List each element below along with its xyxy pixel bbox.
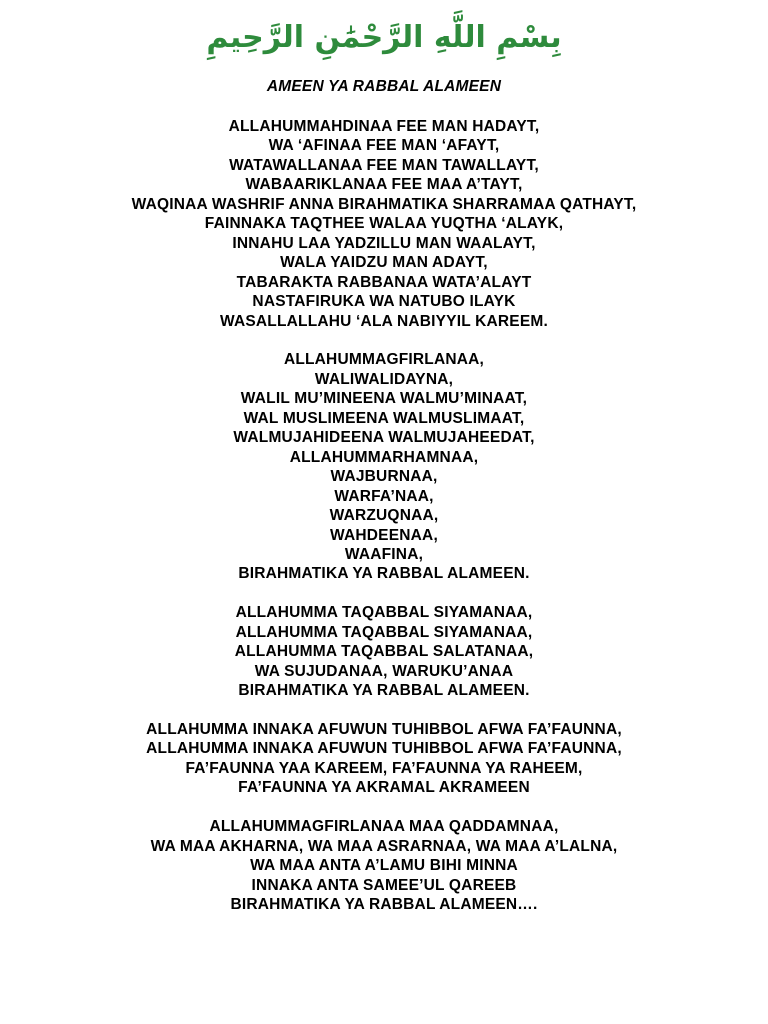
text-line: ALLAHUMMA TAQABBAL SALATANAA, bbox=[234, 643, 534, 661]
text-line: WARZUQNAA, bbox=[329, 507, 439, 525]
text-line: ALLAHUMMA TAQABBAL SIYAMANAA, bbox=[235, 604, 533, 622]
stanza bbox=[0, 720, 768, 798]
text-line: ALLAHUMMA TAQABBAL SIYAMANAA, bbox=[235, 623, 533, 641]
page-heading: AMEEN YA RABBAL ALAMEEN bbox=[266, 78, 502, 95]
stanza bbox=[0, 350, 768, 583]
bismillah-calligraphy-image bbox=[206, 9, 562, 67]
text-line: ALLAHUMMA INNAKA AFUWUN TUHIBBOL AFWA FA’FAUNNA, bbox=[146, 740, 622, 758]
text-line: WA ‘AFINAA FEE MAN ‘AFAYT, bbox=[268, 137, 500, 155]
text-line: WAQINAA WASHRIF ANNA BIRAHMATIKA SHARRAMAA QATHAYT, bbox=[131, 195, 637, 213]
text-line: WA MAA ANTA A’LAMU BIHI MINNA bbox=[250, 857, 518, 875]
text-line: TABARAKTA RABBANAA WATA’ALAYT bbox=[236, 273, 532, 291]
text-line: WABAARIKLANAA FEE MAA A’TAYT, bbox=[245, 176, 523, 194]
text-line: INNAHU LAA YADZILLU MAN WAALAYT, bbox=[232, 234, 536, 252]
text-line: BIRAHMATIKA YA RABBAL ALAMEEN…. bbox=[230, 896, 538, 914]
stanza bbox=[0, 117, 768, 331]
text-line: WALMUJAHIDEENA WALMUJAHEEDAT, bbox=[233, 429, 535, 447]
text-line: BIRAHMATIKA YA RABBAL ALAMEEN. bbox=[238, 682, 530, 700]
bismillah-calligraphy bbox=[0, 6, 768, 70]
text-line: INNAKA ANTA SAMEE’UL QAREEB bbox=[251, 876, 517, 894]
text-line: ALLAHUMMARHAMNAA, bbox=[289, 448, 479, 466]
text-line: WAAFINA, bbox=[344, 545, 424, 563]
text-line: WA MAA AKHARNA, WA MAA ASRARNAA, WA MAA A’LALNA, bbox=[150, 837, 618, 855]
text-line: WALIWALIDAYNA, bbox=[314, 370, 454, 388]
text-line: WATAWALLANAA FEE MAN TAWALLAYT, bbox=[229, 156, 539, 174]
text-line: ALLAHUMMA INNAKA AFUWUN TUHIBBOL AFWA FA’FAUNNA, bbox=[146, 721, 622, 738]
bismillah-calligraphy-text: بِسْمِ اللَّهِ الرَّحْمَٰنِ الرَّحِيمِ bbox=[206, 20, 562, 55]
stanza bbox=[0, 817, 768, 914]
text-line: WARFA’NAA, bbox=[334, 487, 434, 505]
stanza bbox=[0, 603, 768, 700]
text-line: WAHDEENAA, bbox=[330, 526, 438, 544]
text-line: ALLAHUMMAHDINAA FEE MAN HADAYT, bbox=[228, 118, 540, 135]
text-line: WA SUJUDANAA, WARUKU’ANAA bbox=[254, 662, 514, 680]
text-line: WAL MUSLIMEENA WALMUSLIMAAT, bbox=[243, 409, 525, 427]
text-line: ALLAHUMMAGFIRLANAA MAA QADDAMNAA, bbox=[209, 818, 559, 836]
dua-text bbox=[0, 117, 768, 934]
text-line: FAINNAKA TAQTHEE WALAA YUQTHA ‘ALAYK, bbox=[204, 215, 564, 233]
text-line: WALIL MU’MINEENA WALMU’MINAAT, bbox=[240, 390, 528, 408]
text-line: WAJBURNAA, bbox=[330, 468, 438, 486]
text-line: ALLAHUMMAGFIRLANAA, bbox=[283, 351, 485, 369]
text-line: BIRAHMATIKA YA RABBAL ALAMEEN. bbox=[238, 565, 530, 583]
text-line: WALA YAIDZU MAN ADAYT, bbox=[280, 254, 488, 272]
text-line: NASTAFIRUKA WA NATUBO ILAYK bbox=[252, 293, 516, 311]
text-line: FA’FAUNNA YA AKRAMAL AKRAMEEN bbox=[238, 779, 530, 797]
text-line: FA’FAUNNA YAA KAREEM, FA’FAUNNA YA RAHEEM, bbox=[185, 759, 583, 777]
text-line: WASALLALLAHU ‘ALA NABIYYIL KAREEM. bbox=[220, 312, 548, 330]
